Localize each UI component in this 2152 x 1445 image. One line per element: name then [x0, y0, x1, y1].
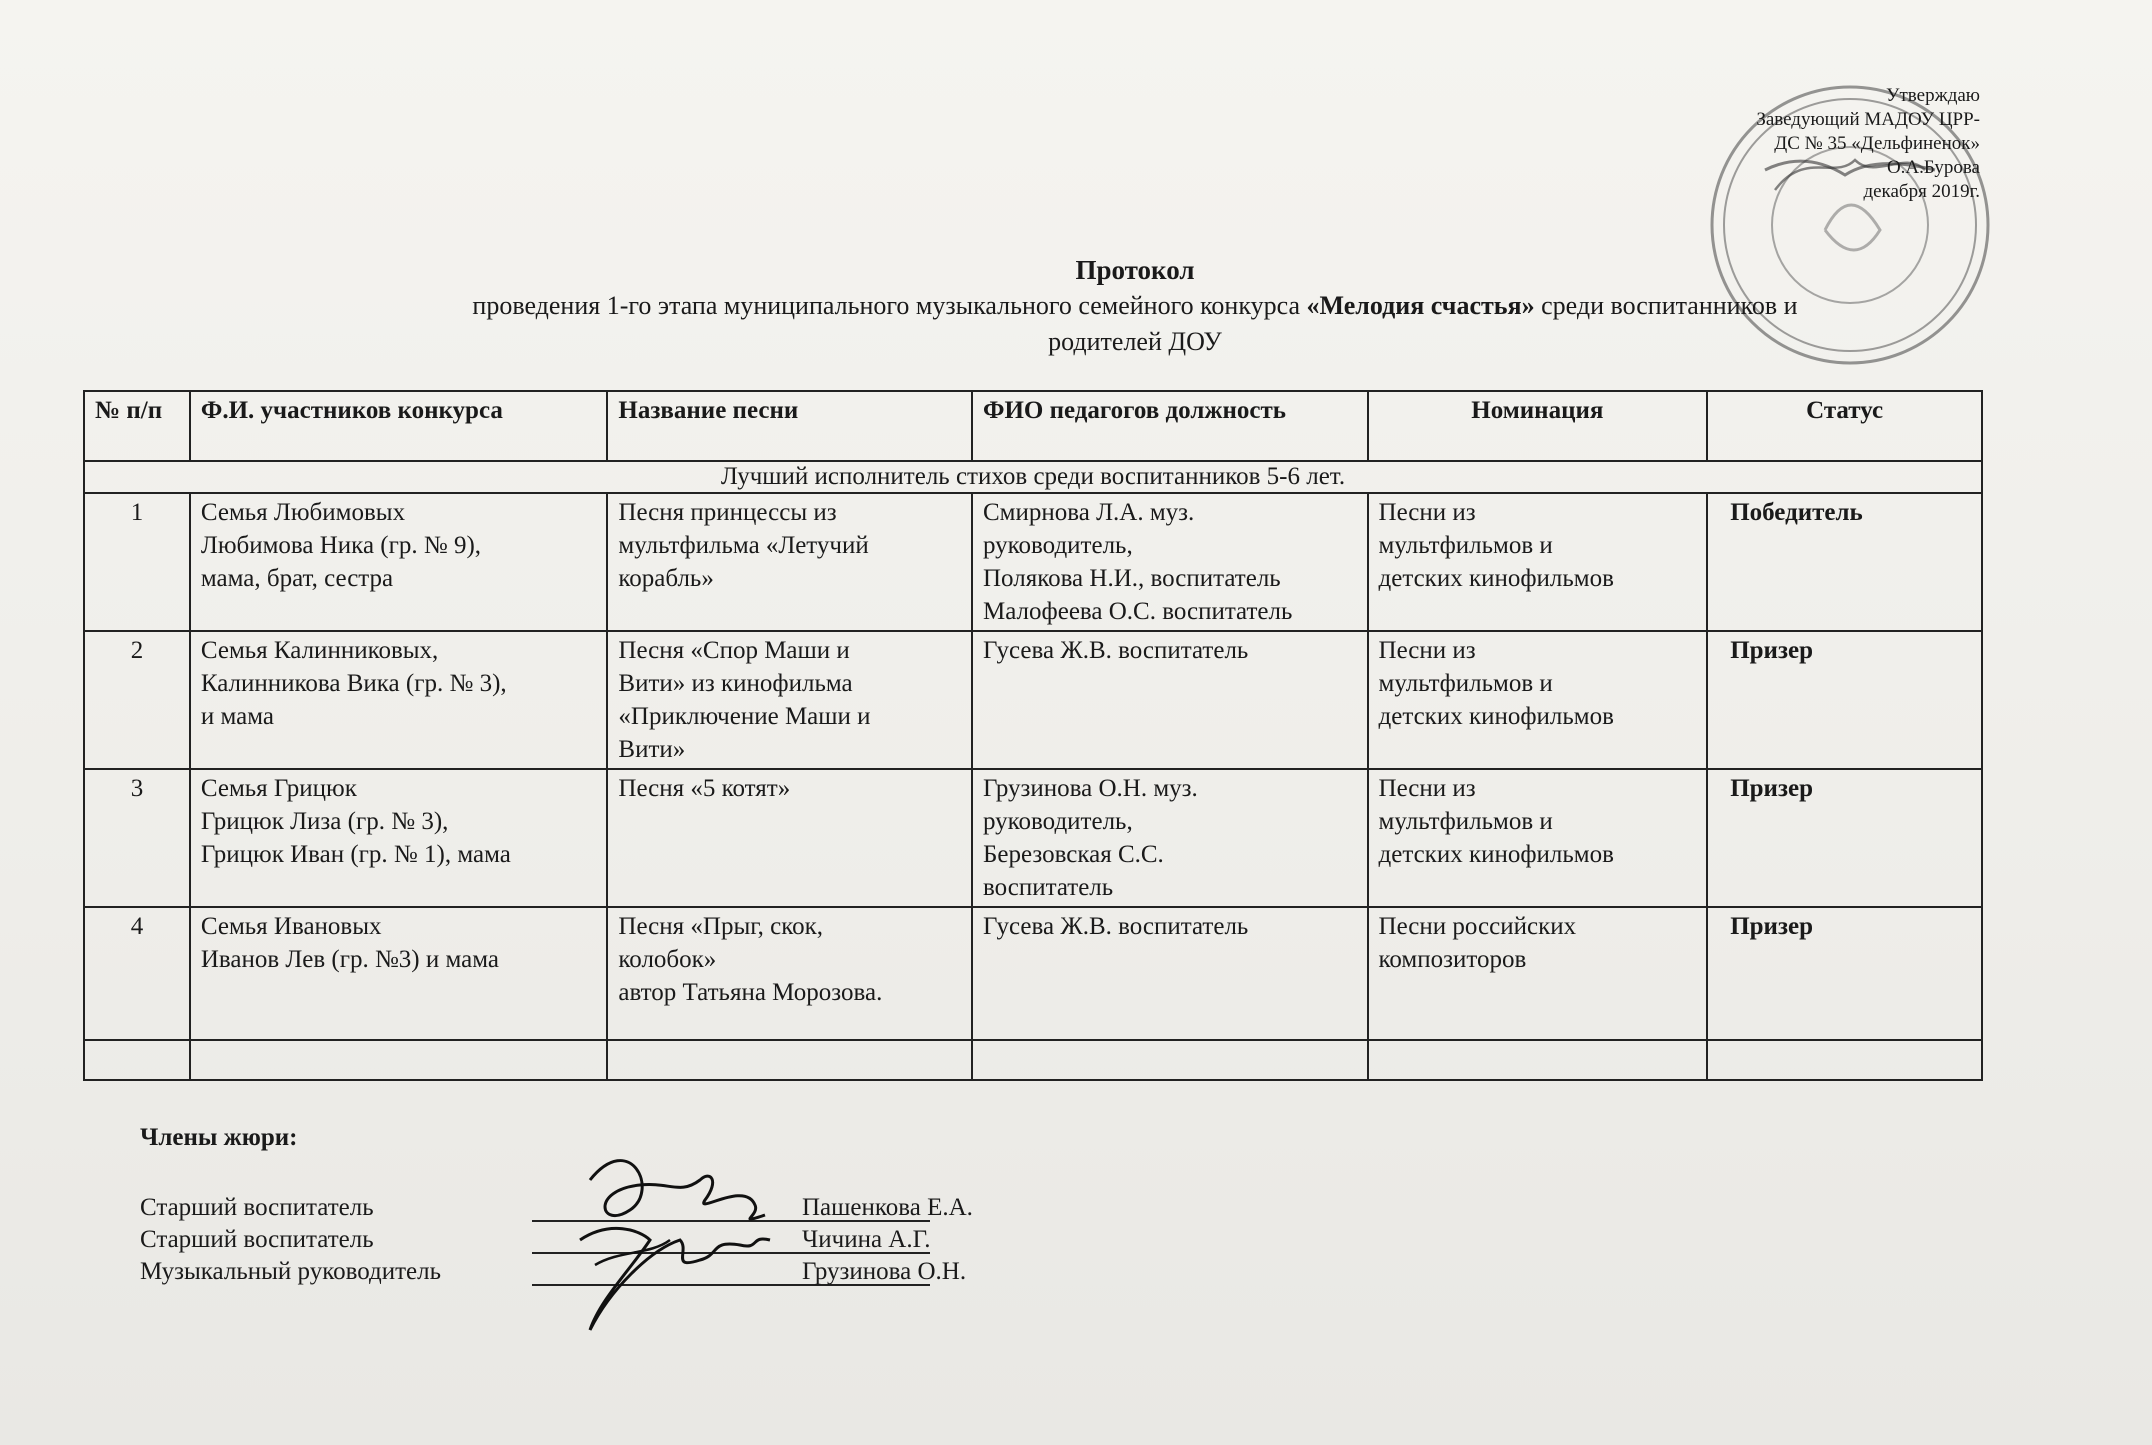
cell-status: Победитель [1707, 493, 1982, 631]
table-cell [972, 1040, 1368, 1080]
table-row [84, 907, 1982, 1040]
document-subtitle-line2: родителей ДОУ [1048, 327, 1222, 356]
cell-line: мультфильмов и [1378, 670, 1553, 697]
jury-member [140, 1192, 973, 1224]
cell-line: колобок» [618, 946, 717, 973]
table-row [84, 631, 1982, 769]
table-cell [1707, 1040, 1982, 1080]
header-song: Название песни [607, 391, 972, 461]
cell-line: мультфильмов и [1378, 808, 1553, 835]
cell-song [607, 631, 972, 769]
subtitle-text: среди воспитанников и [1534, 291, 1798, 320]
header-status: Статус [1707, 391, 1982, 461]
cell-line: Семья Калинниковых, [200, 637, 439, 664]
cell-line: Вити» из кинофильма [618, 670, 853, 697]
approval-block [1640, 84, 1980, 204]
cell-line: Семья Ивановых [200, 913, 382, 940]
cell-line: Грицюк Иван (гр. № 1), мама [200, 841, 511, 868]
section-row [84, 461, 1982, 493]
handwritten-signature-icon [560, 1140, 780, 1350]
cell-line: Песня «5 котят» [618, 775, 791, 802]
jury-block [140, 1122, 973, 1288]
approval-line: ДС № 35 «Дельфиненок» [1774, 133, 1980, 154]
cell-line: Песни из [1378, 775, 1476, 802]
jury-member [140, 1224, 931, 1256]
table-row [84, 769, 1982, 907]
cell-line: Любимова Ника (гр. № 9), [200, 532, 482, 559]
jury-role: Старший воспитатель [140, 1194, 374, 1221]
cell-line: корабль» [618, 565, 714, 592]
cell-nomination [1368, 907, 1708, 1040]
cell-teachers [972, 493, 1368, 631]
header-num: № п/п [84, 391, 190, 461]
cell-line: Грузинова О.Н. муз. [983, 775, 1198, 802]
cell-participants [190, 631, 608, 769]
cell-line: автор Татьяна Морозова. [618, 979, 883, 1006]
table-body [84, 493, 1982, 1040]
header-nomination: Номинация [1368, 391, 1708, 461]
cell-line: руководитель, [983, 532, 1133, 559]
cell-nomination [1368, 769, 1708, 907]
cell-line: Грицюк Лиза (гр. № 3), [200, 808, 449, 835]
cell-line: Калинникова Вика (гр. № 3), [200, 670, 507, 697]
document-heading [190, 252, 2080, 360]
cell-line: «Приключение Маши и [618, 703, 871, 730]
table-row [84, 493, 1982, 631]
table-cell [1368, 1040, 1708, 1080]
cell-status: Призер [1707, 631, 1982, 769]
approval-line: декабря 2019г. [1863, 181, 1980, 202]
cell-line: мультфильмов и [1378, 532, 1553, 559]
jury-name: Грузинова О.Н. [802, 1258, 967, 1285]
cell-line: Малофеева О.С. воспитатель [983, 598, 1293, 625]
cell-line: детских кинофильмов [1378, 565, 1614, 592]
cell-num: 1 [84, 493, 190, 631]
header-participants: Ф.И. участников конкурса [190, 391, 608, 461]
cell-line: Гусева Ж.В. воспитатель [983, 637, 1249, 664]
cell-line: мама, брат, сестра [200, 565, 394, 592]
cell-line: воспитатель [983, 874, 1114, 901]
table-cell [84, 1040, 190, 1080]
subtitle-text: проведения 1-го этапа муниципального музыкального семейного конкурса [472, 291, 1307, 320]
cell-num: 3 [84, 769, 190, 907]
jury-name: Пашенкова Е.А. [802, 1194, 973, 1221]
approval-line: Заведующий МАДОУ ЦРР- [1756, 109, 1980, 130]
cell-line: детских кинофильмов [1378, 841, 1614, 868]
cell-participants [190, 769, 608, 907]
cell-status: Призер [1707, 769, 1982, 907]
cell-line: Песня принцессы из [618, 499, 837, 526]
results-table [83, 390, 1983, 1081]
cell-line: Песня «Прыг, скок, [618, 913, 824, 940]
approval-line: Утверждаю [1886, 85, 1980, 106]
cell-nomination [1368, 631, 1708, 769]
contest-name: «Мелодия счастья» [1306, 291, 1535, 320]
table-header-row [84, 391, 1982, 461]
approval-line: О.А.Бурова [1886, 157, 1980, 178]
cell-song [607, 769, 972, 907]
cell-num: 2 [84, 631, 190, 769]
cell-line: детских кинофильмов [1378, 703, 1614, 730]
cell-line: Песни из [1378, 637, 1476, 664]
cell-line: Семья Любимовых [200, 499, 406, 526]
cell-line: Полякова Н.И., воспитатель [983, 565, 1281, 592]
cell-line: Иванов Лев (гр. №3) и мама [200, 946, 499, 973]
table-row-empty [84, 1040, 1982, 1080]
cell-line: Песни из [1378, 499, 1476, 526]
cell-song [607, 493, 972, 631]
cell-line: Смирнова Л.А. муз. [983, 499, 1195, 526]
cell-line: Семья Грицюк [200, 775, 357, 802]
header-teachers: ФИО педагогов должность [972, 391, 1368, 461]
section-title: Лучший исполнитель стихов среди воспитанников 5-6 лет. [84, 461, 1982, 493]
cell-line: Березовская С.С. [983, 841, 1164, 868]
cell-status: Призер [1707, 907, 1982, 1040]
jury-member [140, 1256, 967, 1288]
cell-line: Песни российских [1378, 913, 1577, 940]
cell-teachers [972, 631, 1368, 769]
document-subtitle [190, 288, 2080, 324]
jury-title: Члены жюри: [140, 1124, 298, 1151]
cell-line: Вити» [618, 736, 686, 763]
cell-line: руководитель, [983, 808, 1133, 835]
cell-participants [190, 493, 608, 631]
jury-role: Старший воспитатель [140, 1226, 374, 1253]
cell-line: композиторов [1378, 946, 1527, 973]
table-cell [190, 1040, 608, 1080]
jury-name: Чичина А.Г. [802, 1226, 931, 1253]
cell-participants [190, 907, 608, 1040]
cell-teachers [972, 769, 1368, 907]
cell-line: мультфильма «Летучий [618, 532, 869, 559]
cell-line: и мама [200, 703, 274, 730]
cell-teachers [972, 907, 1368, 1040]
table-cell [607, 1040, 972, 1080]
cell-song [607, 907, 972, 1040]
cell-line: Песня «Спор Маши и [618, 637, 850, 664]
jury-role: Музыкальный руководитель [140, 1258, 442, 1285]
cell-num: 4 [84, 907, 190, 1040]
cell-nomination [1368, 493, 1708, 631]
cell-line: Гусева Ж.В. воспитатель [983, 913, 1249, 940]
document-title: Протокол [1075, 255, 1195, 285]
